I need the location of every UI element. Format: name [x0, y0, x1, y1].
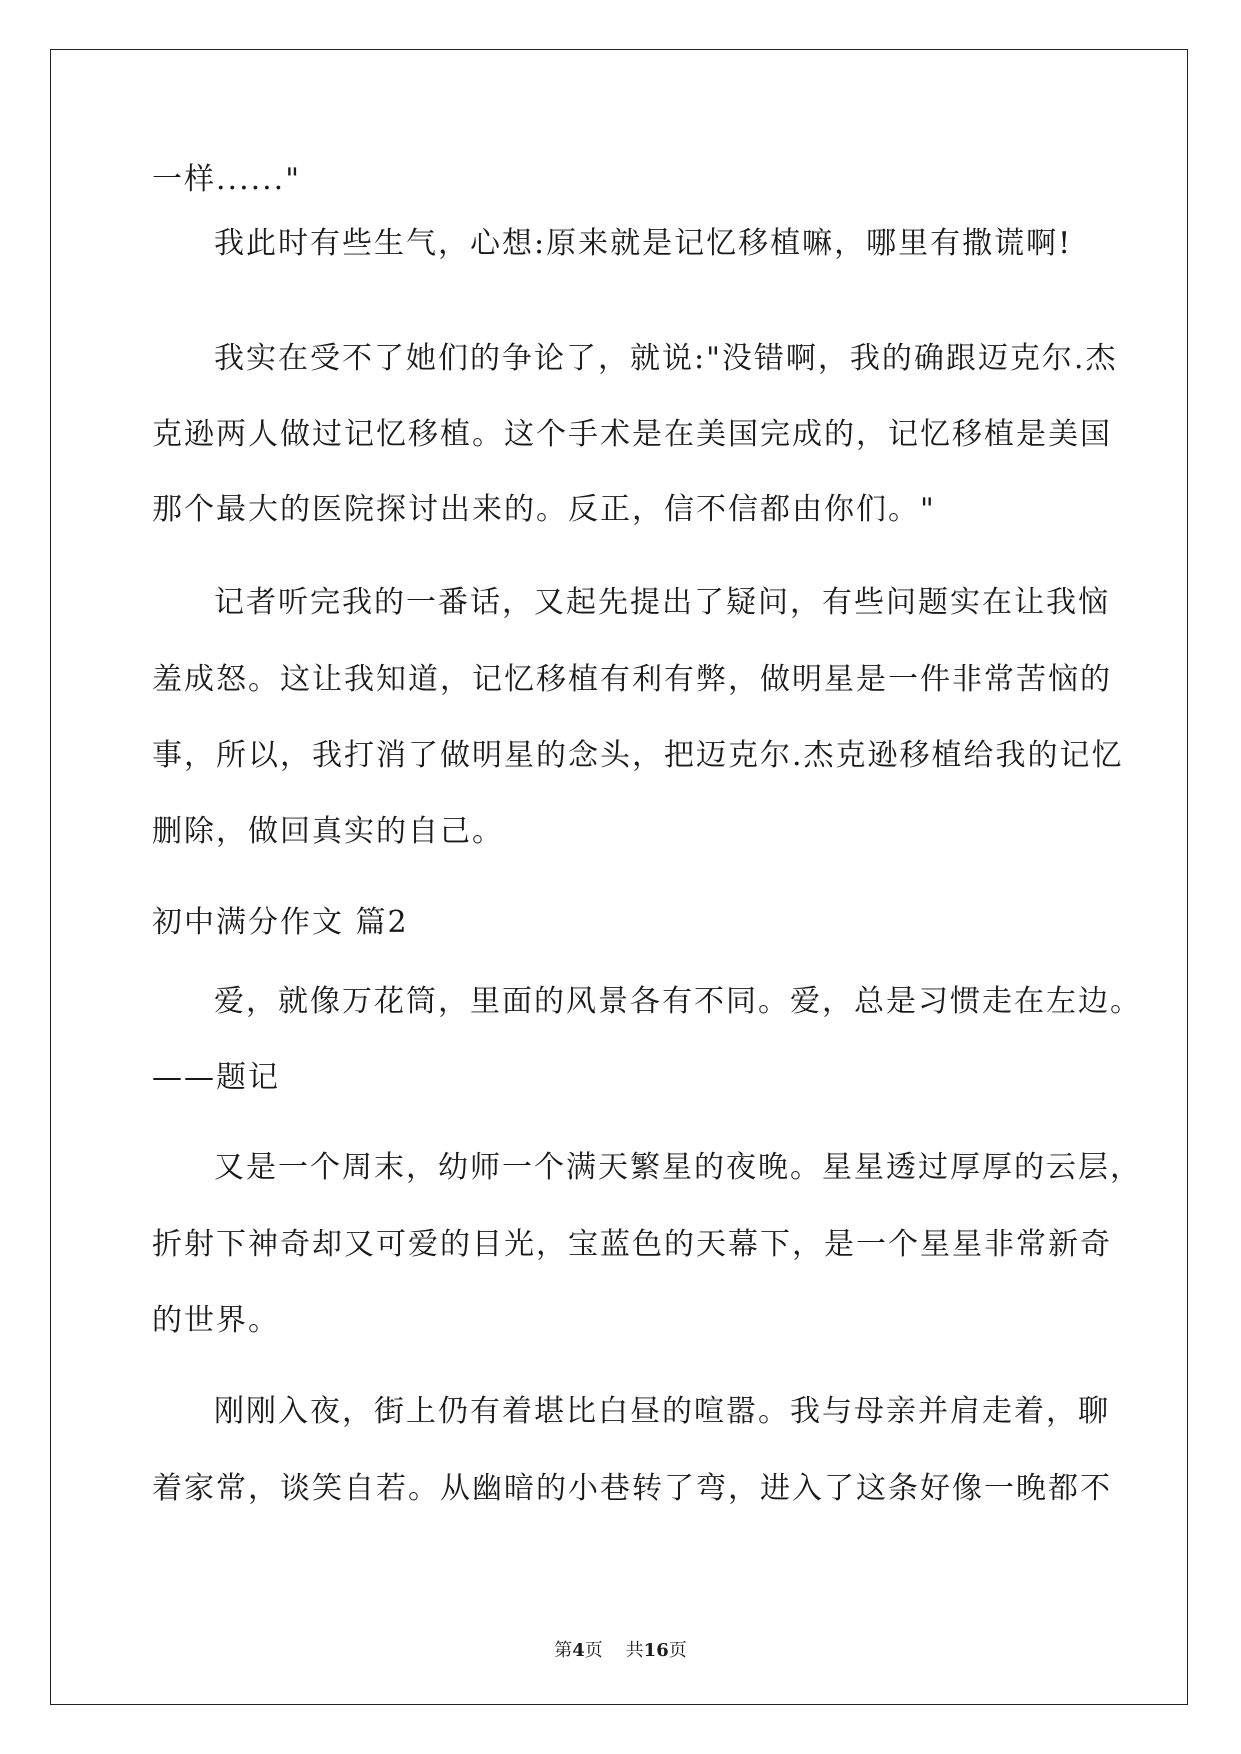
- paragraph-line: 又是一个周末，幼师一个满天繁星的夜晚。星星透过厚厚的云层，: [214, 1150, 1142, 1185]
- section-heading: 初中满分作文 篇2: [152, 905, 409, 940]
- text-line: 克逊两人做过记忆移植。这个手术是在美国完成的，记忆移植是美国: [152, 417, 1112, 452]
- text-line: 羞成怒。这让我知道，记忆移植有利有弊，做明星是一件非常苦恼的: [152, 662, 1112, 697]
- total-page-count: 16: [643, 1640, 669, 1661]
- paragraph-line: 记者听完我的一番话，又起先提出了疑问，有些问题实在让我恼: [214, 585, 1110, 620]
- paragraph-line: 刚刚入夜，街上仍有着堪比白昼的喧嚣。我与母亲并肩走着，聊: [214, 1394, 1110, 1429]
- text-line: 着家常，谈笑自若。从幽暗的小巷转了弯，进入了这条好像一晚都不: [152, 1471, 1112, 1506]
- page-footer: [0, 1636, 1241, 1662]
- current-page-number: 4: [572, 1640, 585, 1661]
- paragraph-line: 我此时有些生气，心想:原来就是记忆移植嘛，哪里有撒谎啊!: [214, 226, 1073, 261]
- page-border: [50, 49, 1188, 1705]
- text-line: 删除，做回真实的自己。: [152, 814, 504, 849]
- footer-page-suffix: 页: [584, 1640, 603, 1661]
- paragraph-line: 我实在受不了她们的争论了，就说:"没错啊，我的确跟迈克尔.杰: [214, 341, 1118, 376]
- text-line: 的世界。: [152, 1303, 280, 1338]
- footer-total-prefix: 共: [625, 1640, 644, 1661]
- footer-total-suffix: 页: [668, 1640, 687, 1661]
- paragraph-line: 爱，就像万花筒，里面的风景各有不同。爱，总是习惯走在左边。: [214, 984, 1142, 1019]
- epigraph-line: ——题记: [152, 1060, 280, 1095]
- text-line: 一样......": [152, 162, 302, 197]
- footer-prefix: 第: [554, 1640, 573, 1661]
- text-line: 事，所以，我打消了做明星的念头，把迈克尔.杰克逊移植给我的记忆: [152, 738, 1124, 773]
- text-line: 折射下神奇却又可爱的目光，宝蓝色的天幕下，是一个星星非常新奇: [152, 1227, 1112, 1262]
- text-line: 那个最大的医院探讨出来的。反正，信不信都由你们。": [152, 492, 936, 527]
